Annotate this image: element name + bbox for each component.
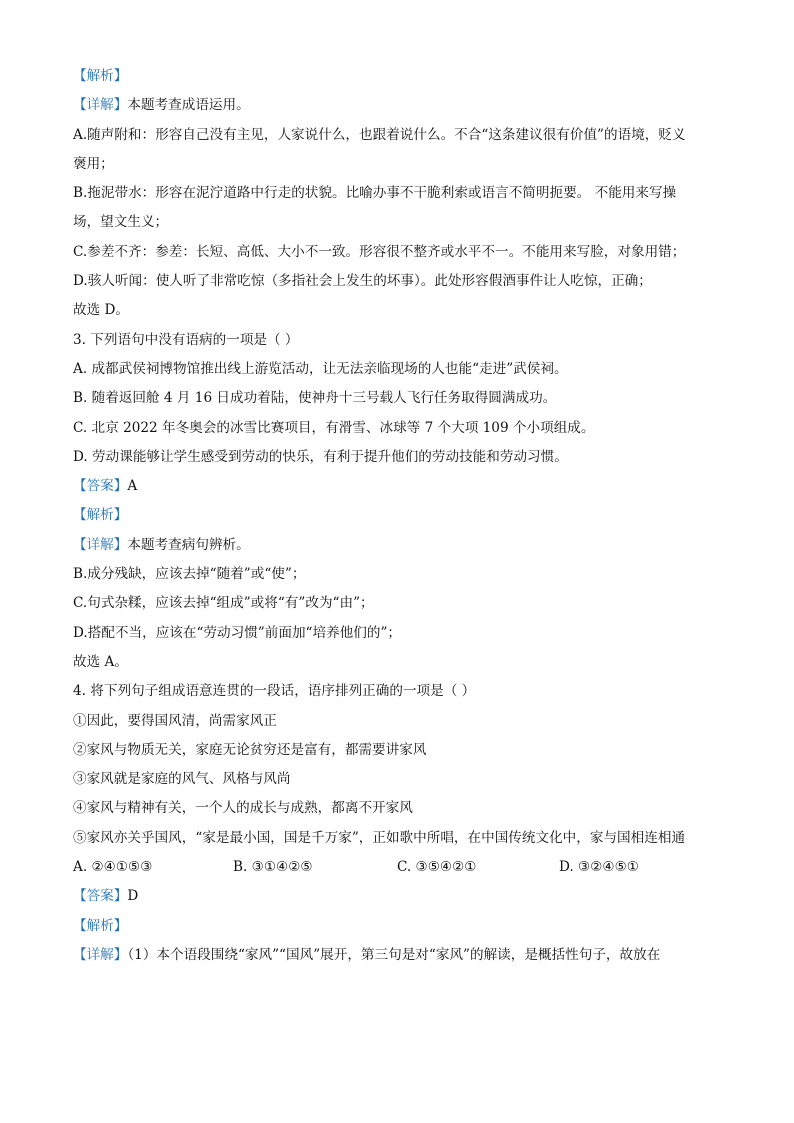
section-tag: 【详解】 xyxy=(73,536,128,553)
line-text: 故选 D。 xyxy=(73,302,130,319)
text-line xyxy=(73,326,733,355)
line-text: ⑤家风亦关乎国风，“家是最小国，国是千万家”，正如歌中所唱，在中国传统文化中，家与国相连相通 xyxy=(73,829,686,846)
text-line xyxy=(73,296,733,325)
line-text: ②家风与物质无关，家庭无论贫穷还是富有，都需要讲家风 xyxy=(73,741,427,758)
text-line xyxy=(73,824,733,853)
section-tag: 【解析】 xyxy=(73,507,128,524)
text-line xyxy=(73,794,733,823)
text-line xyxy=(73,150,733,179)
line-text: A xyxy=(127,478,138,495)
line-text: 本题考查成语运用。 xyxy=(127,97,250,114)
text-line xyxy=(73,238,733,267)
line-text: 本题考查病句辨析。 xyxy=(127,536,250,553)
text-line xyxy=(73,121,733,150)
line-text: 场，望文生义； xyxy=(73,214,169,231)
text-line xyxy=(73,443,733,472)
section-tag: 【详解】 xyxy=(73,946,128,963)
line-text: ③家风就是家庭的风气、风格与风尚 xyxy=(73,771,291,788)
line-text: C. 北京 2022 年冬奥会的冰雪比赛项目，有滑雪、冰球等 7 个大项 109 个小项组成。 xyxy=(73,419,595,436)
text-line xyxy=(73,62,733,91)
line-text: 褒用； xyxy=(73,155,114,172)
line-text: ①因此，要得国风清，尚需家风正 xyxy=(73,712,277,729)
text-line xyxy=(73,531,733,560)
text-line xyxy=(73,619,733,648)
text-line xyxy=(73,267,733,296)
line-text: B. 随着返回舱 4 月 16 日成功着陆，使神舟十三号载人飞行任务取得圆满成功。 xyxy=(73,390,557,407)
line-text: B.拖泥带水：形容在泥泞道路中行走的状貌。比喻办事不干脆利索或语言不简明扼要。 不能用来写操 xyxy=(73,185,677,202)
text-line xyxy=(73,912,733,941)
text-line xyxy=(73,414,733,443)
section-tag: 【答案】 xyxy=(73,888,128,905)
line-text: D xyxy=(127,888,139,905)
answer-option: B. ③①④②⑤ xyxy=(233,859,313,876)
text-line xyxy=(73,208,733,237)
line-text: B.成分残缺，应该去掉“随着”或“使”； xyxy=(73,566,306,583)
text-line xyxy=(73,882,733,911)
text-line xyxy=(73,707,733,736)
section-tag: 【详解】 xyxy=(73,97,128,114)
text-line xyxy=(73,765,733,794)
line-text: 4. 将下列句子组成语意连贯的一段话，语序排列正确的一项是（ ） xyxy=(73,683,476,700)
section-tag: 【答案】 xyxy=(73,478,128,495)
line-text: （1）本个语段围绕“家风”“国风”展开，第三句是对“家风”的解读，是概括性句子，故放在 xyxy=(127,946,661,963)
line-text: A.随声附和：形容自己没有主见，人家说什么，也跟着说什么。不合“这条建议很有价值”的语境，贬义 xyxy=(73,126,686,143)
text-line xyxy=(73,179,733,208)
line-text: D.骇人听闻：使人听了非常吃惊（多指社会上发生的坏事）。此处形容假酒事件让人吃惊，正确； xyxy=(73,273,652,290)
text-line xyxy=(73,384,733,413)
text-line xyxy=(73,677,733,706)
document-page xyxy=(73,62,733,970)
section-tag: 【解析】 xyxy=(73,68,128,84)
answer-options-row xyxy=(73,853,733,882)
text-line xyxy=(73,736,733,765)
answer-option: D. ③②④⑤① xyxy=(559,859,639,876)
text-line xyxy=(73,501,733,530)
text-line xyxy=(73,941,733,970)
line-text: D. 劳动课能够让学生感受到劳动的快乐，有利于提升他们的劳动技能和劳动习惯。 xyxy=(73,448,568,465)
line-text: C.参差不齐：参差：长短、高低、大小不一致。形容很不整齐或水平不一。不能用来写脸，对象用错； xyxy=(73,243,686,260)
text-line xyxy=(73,355,733,384)
line-text: 3. 下列语句中没有语病的一项是（ ） xyxy=(73,331,299,348)
text-line xyxy=(73,91,733,120)
line-text: 故选 A。 xyxy=(73,653,128,670)
line-text: ④家风与精神有关，一个人的成长与成熟，都离不开家风 xyxy=(73,800,413,817)
text-line xyxy=(73,472,733,501)
answer-option: C. ③⑤④②① xyxy=(397,859,477,876)
answer-option: A. ②④①⑤③ xyxy=(73,859,153,876)
section-tag: 【解析】 xyxy=(73,917,128,934)
line-text: A. 成都武侯祠博物馆推出线上游览活动，让无法亲临现场的人也能“走进”武侯祠。 xyxy=(73,360,568,377)
text-line xyxy=(73,589,733,618)
line-text: D.搭配不当，应该在“劳动习惯”前面加“培养他们的”； xyxy=(73,624,402,641)
text-line xyxy=(73,648,733,677)
line-text: C.句式杂糅，应该去掉“组成”或将“有”改为“由”； xyxy=(73,595,374,612)
text-line xyxy=(73,560,733,589)
